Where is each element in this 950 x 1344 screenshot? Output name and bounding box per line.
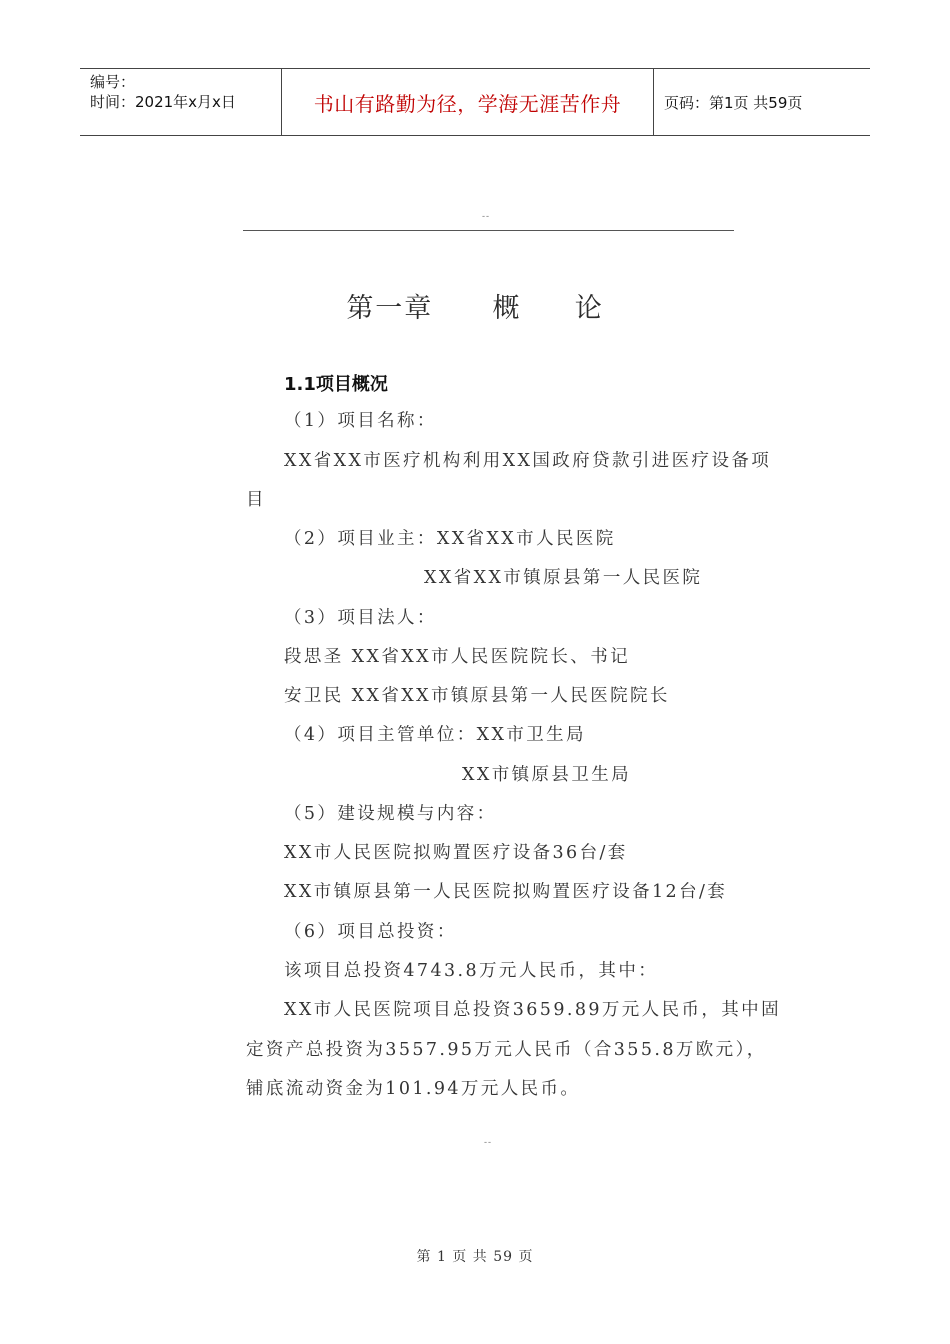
body-line: （4）项目主管单位：XX市卫生局 (284, 725, 586, 745)
body-line: 该项目总投资4743.8万元人民币，其中： (284, 961, 659, 981)
top-divider (243, 230, 734, 231)
top-page-mark: -- (482, 212, 491, 222)
body-line: （1）项目名称： (284, 411, 437, 431)
body-line: （6）项目总投资： (284, 922, 457, 942)
body-line: XX省XX市医疗机构利用XX国政府贷款引进医疗设备项 (284, 451, 772, 471)
page-footer: 第 1 页 共 59 页 (416, 1249, 534, 1265)
document-header (80, 68, 870, 136)
header-meta (80, 69, 282, 135)
header-page-info: 页码：第1页 共59页 (664, 93, 803, 112)
body-line: 安卫民 XX省XX市镇原县第一人民医院院长 (284, 686, 670, 706)
bottom-page-mark: -- (484, 1138, 493, 1148)
body-line: XX市人民医院拟购置医疗设备36台/套 (284, 843, 628, 863)
chapter-heading (0, 286, 950, 325)
time-label: 时间：2021年x月x日 (90, 93, 236, 111)
chapter-title-a: 概 (492, 293, 522, 324)
chapter-number: 第一章 (346, 293, 434, 324)
chapter-title-b: 论 (574, 293, 604, 324)
body-line: XX市镇原县卫生局 (462, 765, 632, 785)
body-line: 定资产总投资为3557.95万元人民币（合355.8万欧元）， (246, 1040, 767, 1060)
serial-label: 编号： (90, 73, 136, 91)
body-line: （3）项目法人： (284, 608, 437, 628)
body-line: XX市人民医院项目总投资3659.89万元人民币，其中固 (284, 1000, 781, 1020)
body-line: 段思圣 XX省XX市人民医院院长、书记 (284, 647, 630, 667)
body-line: （2）项目业主：XX省XX市人民医院 (284, 529, 616, 549)
header-motto: 书山有路勤为径，学海无涯苦作舟 (282, 69, 654, 135)
body-line: 铺底流动资金为101.94万元人民币。 (246, 1079, 581, 1099)
body-line: XX市镇原县第一人民医院拟购置医疗设备12台/套 (284, 882, 728, 902)
body-line: 目 (246, 490, 266, 510)
section-title: 1.1项目概况 (284, 374, 388, 395)
body-line: （5）建设规模与内容： (284, 804, 497, 824)
body-line: XX省XX市镇原县第一人民医院 (424, 568, 703, 588)
